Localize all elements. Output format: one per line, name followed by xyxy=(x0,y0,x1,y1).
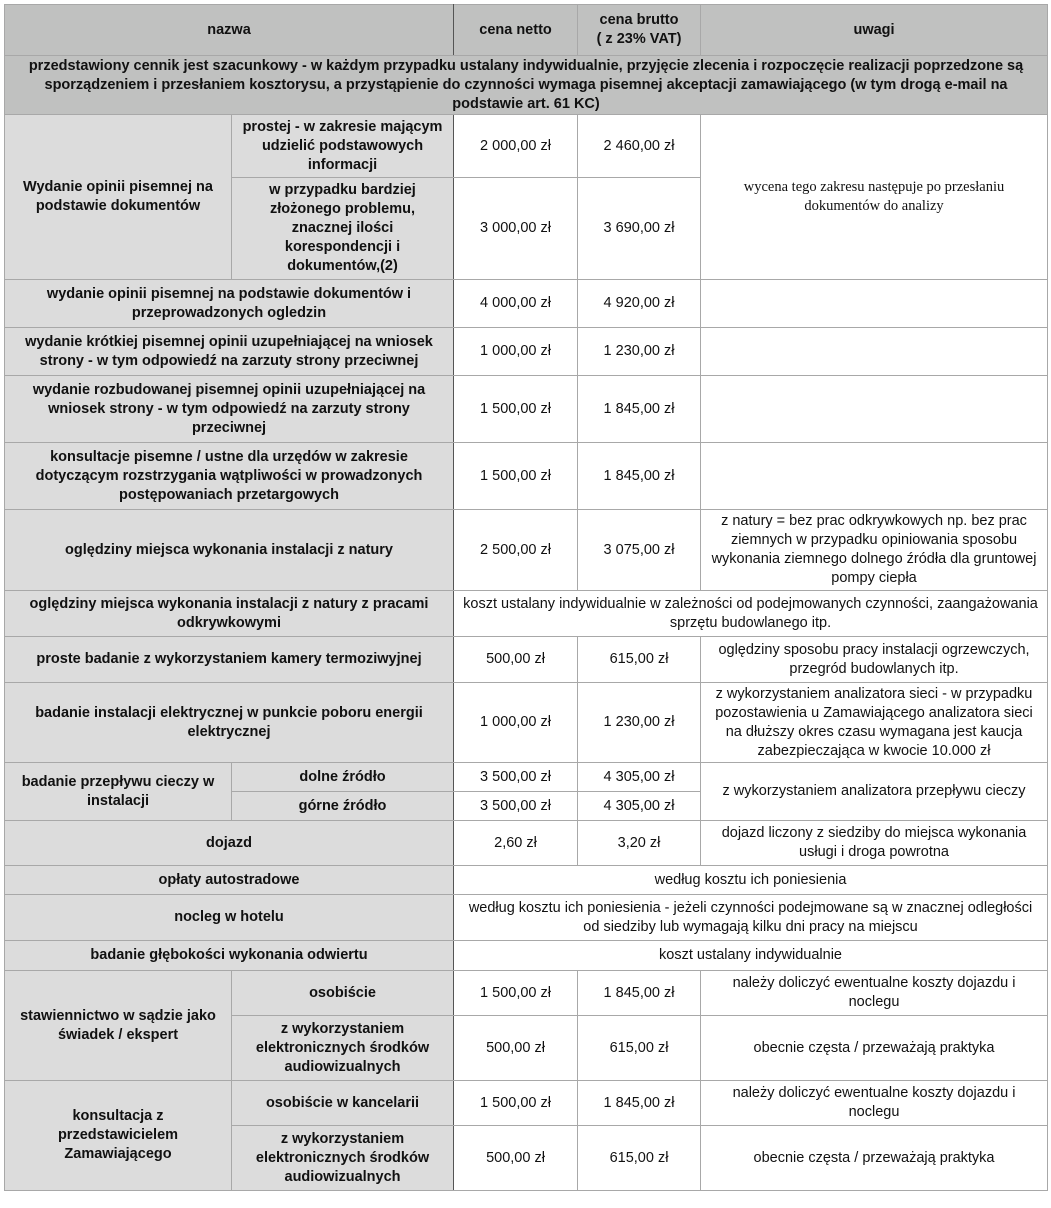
remark: należy doliczyć ewentualne koszty dojazdu i noclegu xyxy=(701,1081,1048,1126)
remark xyxy=(701,443,1048,510)
row-subname: z wykorzystaniem elektronicznych środków audiowizualnych xyxy=(232,1126,454,1191)
table-row xyxy=(5,895,1048,941)
price-gross: 1 845,00 zł xyxy=(578,376,701,443)
price-gross: 615,00 zł xyxy=(578,637,701,683)
row-name: dojazd xyxy=(5,821,454,866)
row-name: konsultacje pisemne / ustne dla urzędów w zakresie dotyczącym rozstrzygania wątpliwości w prowadzonych postępowaniach przetargowych xyxy=(5,443,454,510)
table-row xyxy=(5,763,1048,792)
row-name: nocleg w hotelu xyxy=(5,895,454,941)
row-name: stawiennictwo w sądzie jako świadek / ekspert xyxy=(5,971,232,1081)
row-name: konsultacja z przedstawicielem Zamawiającego xyxy=(5,1081,232,1191)
merged-remark: według kosztu ich poniesienia xyxy=(454,866,1048,895)
price-gross: 4 920,00 zł xyxy=(578,280,701,328)
row-subname: w przypadku bardziej złożonego problemu, znacznej ilości korespondencji i dokumentów,(2) xyxy=(232,178,454,280)
table-row xyxy=(5,683,1048,763)
remark: oględziny sposobu pracy instalacji ogrzewczych, przegród budowlanych itp. xyxy=(701,637,1048,683)
price-gross: 1 230,00 zł xyxy=(578,328,701,376)
table-row xyxy=(5,280,1048,328)
row-subname: górne źródło xyxy=(232,792,454,821)
table-row xyxy=(5,637,1048,683)
price-net: 3 500,00 zł xyxy=(454,763,578,792)
row-name: opłaty autostradowe xyxy=(5,866,454,895)
notice-row xyxy=(5,56,1048,115)
price-net: 2 000,00 zł xyxy=(454,115,578,178)
remark: dojazd liczony z siedziby do miejsca wykonania usługi i droga powrotna xyxy=(701,821,1048,866)
price-gross: 1 845,00 zł xyxy=(578,971,701,1016)
price-gross: 3 690,00 zł xyxy=(578,178,701,280)
price-gross: 2 460,00 zł xyxy=(578,115,701,178)
price-net: 500,00 zł xyxy=(454,1016,578,1081)
price-net: 1 000,00 zł xyxy=(454,328,578,376)
price-net: 500,00 zł xyxy=(454,1126,578,1191)
row-subname: z wykorzystaniem elektronicznych środków audiowizualnych xyxy=(232,1016,454,1081)
row-name: wydanie krótkiej pisemnej opinii uzupełniającej na wniosek strony - w tym odpowiedź na zarzuty strony przeciwnej xyxy=(5,328,454,376)
header-net: cena netto xyxy=(454,5,578,56)
remark: wycena tego zakresu następuje po przesłaniu dokumentów do analizy xyxy=(701,115,1048,280)
row-subname: dolne źródło xyxy=(232,763,454,792)
price-list-table xyxy=(4,4,1048,1191)
remark: należy doliczyć ewentualne koszty dojazdu i noclegu xyxy=(701,971,1048,1016)
price-gross: 1 230,00 zł xyxy=(578,683,701,763)
price-net: 3 000,00 zł xyxy=(454,178,578,280)
price-net: 2,60 zł xyxy=(454,821,578,866)
merged-remark: koszt ustalany indywidualnie xyxy=(454,941,1048,971)
table-row xyxy=(5,821,1048,866)
remark xyxy=(701,376,1048,443)
table-row xyxy=(5,971,1048,1016)
price-net: 4 000,00 zł xyxy=(454,280,578,328)
header-name: nazwa xyxy=(5,5,454,56)
remark: z wykorzystaniem analizatora sieci - w przypadku pozostawienia u Zamawiającego analizatora sieci na dłuższy okres czasu wymagana jest kaucja zabezpieczająca w kwocie 10.000 zł xyxy=(701,683,1048,763)
merged-remark: według kosztu ich poniesienia - jeżeli czynności podejmowane są w znacznej odległości od siedziby lub wymagają kilku dni pracy na miejscu xyxy=(454,895,1048,941)
price-net: 1 500,00 zł xyxy=(454,443,578,510)
price-gross: 3 075,00 zł xyxy=(578,510,701,591)
price-net: 2 500,00 zł xyxy=(454,510,578,591)
price-gross: 1 845,00 zł xyxy=(578,443,701,510)
table-row xyxy=(5,1081,1048,1126)
merged-remark: koszt ustalany indywidualnie w zależności od podejmowanych czynności, zaangażowania sprzętu budowlanego itp. xyxy=(454,591,1048,637)
price-net: 1 000,00 zł xyxy=(454,683,578,763)
row-name: oględziny miejsca wykonania instalacji z natury z pracami odkrywkowymi xyxy=(5,591,454,637)
price-net: 1 500,00 zł xyxy=(454,971,578,1016)
price-gross: 3,20 zł xyxy=(578,821,701,866)
row-name: wydanie opinii pisemnej na podstawie dokumentów i przeprowadzonych ogledzin xyxy=(5,280,454,328)
price-net: 3 500,00 zł xyxy=(454,792,578,821)
table-row xyxy=(5,510,1048,591)
price-gross: 1 845,00 zł xyxy=(578,1081,701,1126)
table-row xyxy=(5,115,1048,178)
header-gross-line1: cena brutto xyxy=(599,12,679,28)
table-row xyxy=(5,866,1048,895)
header-row xyxy=(5,5,1048,56)
price-net: 1 500,00 zł xyxy=(454,1081,578,1126)
remark: z natury = bez prac odkrywkowych np. bez prac ziemnych w przypadku opiniowania sposobu wykonania ziemnego dolnego źródła dla gruntowej pompy ciepła xyxy=(701,510,1048,591)
price-gross: 615,00 zł xyxy=(578,1016,701,1081)
table-row xyxy=(5,376,1048,443)
row-name: wydanie rozbudowanej pisemnej opinii uzupełniającej na wniosek strony - w tym odpowiedź na zarzuty strony przeciwnej xyxy=(5,376,454,443)
table-row xyxy=(5,591,1048,637)
row-name: proste badanie z wykorzystaniem kamery termoziwyjnej xyxy=(5,637,454,683)
remark: obecnie częsta / przeważają praktyka xyxy=(701,1016,1048,1081)
row-subname: osobiście xyxy=(232,971,454,1016)
row-subname: osobiście w kancelarii xyxy=(232,1081,454,1126)
price-net: 500,00 zł xyxy=(454,637,578,683)
price-gross: 4 305,00 zł xyxy=(578,763,701,792)
remark: obecnie częsta / przeważają praktyka xyxy=(701,1126,1048,1191)
price-net: 1 500,00 zł xyxy=(454,376,578,443)
remark xyxy=(701,280,1048,328)
row-name: badanie głębokości wykonania odwiertu xyxy=(5,941,454,971)
table-row xyxy=(5,328,1048,376)
notice-text: przedstawiony cennik jest szacunkowy - w każdym przypadku ustalany indywidualnie, przyjęcie zlecenia i rozpoczęcie realizacji poprzedzone są sporządzeniem i przesłaniem kosztorysu, a przystąpienie do czynności wymaga pisemnej akceptacji zamawiającego (w tym drogą e-mail na podstawie art. 61 KC) xyxy=(5,56,1048,115)
row-name: badanie instalacji elektrycznej w punkcie poboru energii elektrycznej xyxy=(5,683,454,763)
table-row xyxy=(5,941,1048,971)
row-name: badanie przepływu cieczy w instalacji xyxy=(5,763,232,821)
row-subname: prostej - w zakresie mającym udzielić podstawowych informacji xyxy=(232,115,454,178)
row-name: Wydanie opinii pisemnej na podstawie dokumentów xyxy=(5,115,232,280)
header-gross xyxy=(578,5,701,56)
price-gross: 4 305,00 zł xyxy=(578,792,701,821)
price-gross: 615,00 zł xyxy=(578,1126,701,1191)
remark: z wykorzystaniem analizatora przepływu cieczy xyxy=(701,763,1048,821)
remark xyxy=(701,328,1048,376)
header-gross-line2: ( z 23% VAT) xyxy=(596,31,682,47)
table-row xyxy=(5,443,1048,510)
row-name: oględziny miejsca wykonania instalacji z natury xyxy=(5,510,454,591)
header-remarks: uwagi xyxy=(701,5,1048,56)
